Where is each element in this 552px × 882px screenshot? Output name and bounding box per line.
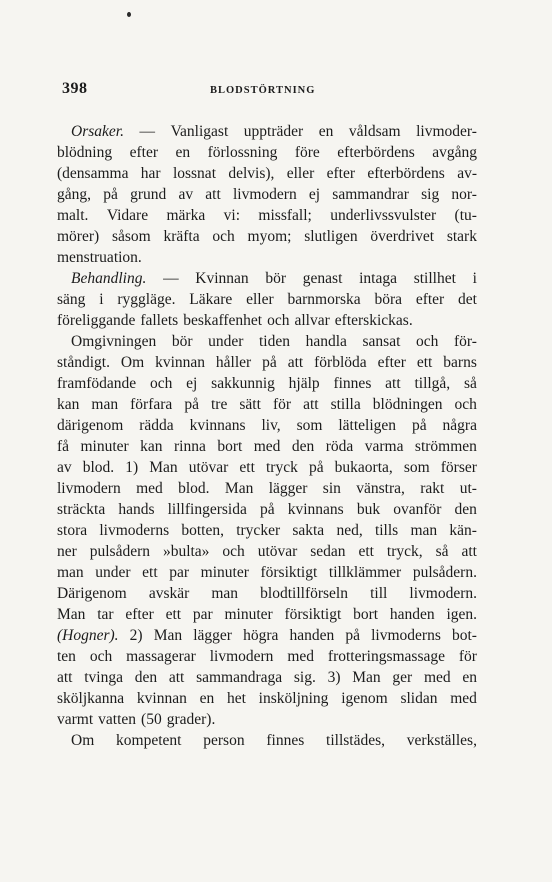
text-line: sköljkanna kvinnan en het insköljning igenom slidan med (57, 690, 477, 707)
text-line: att tvinga den att sammandraga sig. 3) Man ger med en (57, 669, 477, 686)
text-line: framfödande och ej sakkunnig hjälp finnes att tillgå, så (57, 375, 477, 392)
text-line: Behandling. — Kvinnan bör genast intaga stillhet i (71, 270, 477, 287)
text-line: Därigenom avskär man blodtillförseln till livmodern. (57, 585, 477, 602)
text-line: (Hogner). 2) Man lägger högra handen på livmoderns bot- (57, 627, 477, 644)
text-line: livmodern med blod. Man lägger sin vänstra, rakt ut- (57, 480, 477, 497)
text-line: kan man förfara på tre sätt för att stilla blödningen och (57, 396, 477, 413)
ink-speck (127, 12, 131, 17)
text-line: Man tar efter ett par minuter försiktigt bort handen igen. (57, 606, 477, 623)
text-line: menstruation. (57, 249, 142, 266)
text-line: ner pulsådern »bulta» och utövar sedan ett tryck, så att (57, 543, 477, 560)
text-line: få minuter kan rinna bort med den röda varma strömmen (57, 438, 477, 455)
text-line: varmt vatten (50 grader). (57, 711, 216, 728)
running-head: BLODSTÖRTNING (210, 85, 316, 96)
text-line: Om kompetent person finnes tillstädes, verkställes, (71, 732, 477, 749)
text-line: mörer) såsom kräfta och myom; slutligen överdrivet stark (57, 228, 477, 245)
page-number: 398 (62, 80, 88, 97)
text-line: man under ett par minuter försiktigt tillklämmer pulsådern. (57, 564, 477, 581)
text-line: (densamma har lossnat delvis), eller efter efterbördens av- (57, 165, 477, 182)
text-line: sträckta hands lillfingersida på kvinnans buk ovanför den (57, 501, 477, 518)
text-line: säng i ryggläge. Läkare eller barnmorska böra efter det (57, 291, 477, 308)
text-line: därigenom rädda kvinnans liv, som lätteligen på några (57, 417, 477, 434)
text-line: Orsaker. — Vanligast uppträder en våldsam livmoder- (71, 123, 477, 140)
text-line: ståndigt. Om kvinnan håller på att förblöda efter ett barns (57, 354, 477, 371)
text-line: Omgivningen bör under tiden handla sansat och för- (71, 333, 477, 350)
text-line: gång, på grund av att livmodern ej sammandrar sig nor- (57, 186, 477, 203)
text-line: malt. Vidare märka vi: missfall; underlivssvulster (tu- (57, 207, 477, 224)
text-line: ten och massagerar livmodern med frotteringsmassage för (57, 648, 477, 665)
text-line: av blod. 1) Man utövar ett tryck på bukaorta, som förser (57, 459, 477, 476)
text-line: stora livmoderns botten, trycker sakta ned, tills man kän- (57, 522, 477, 539)
text-line: föreliggande fallets beskaffenhet och allvar efterskickas. (57, 312, 413, 329)
body-text (57, 121, 477, 751)
text-line: blödning efter en förlossning före efterbördens avgång (57, 144, 477, 161)
